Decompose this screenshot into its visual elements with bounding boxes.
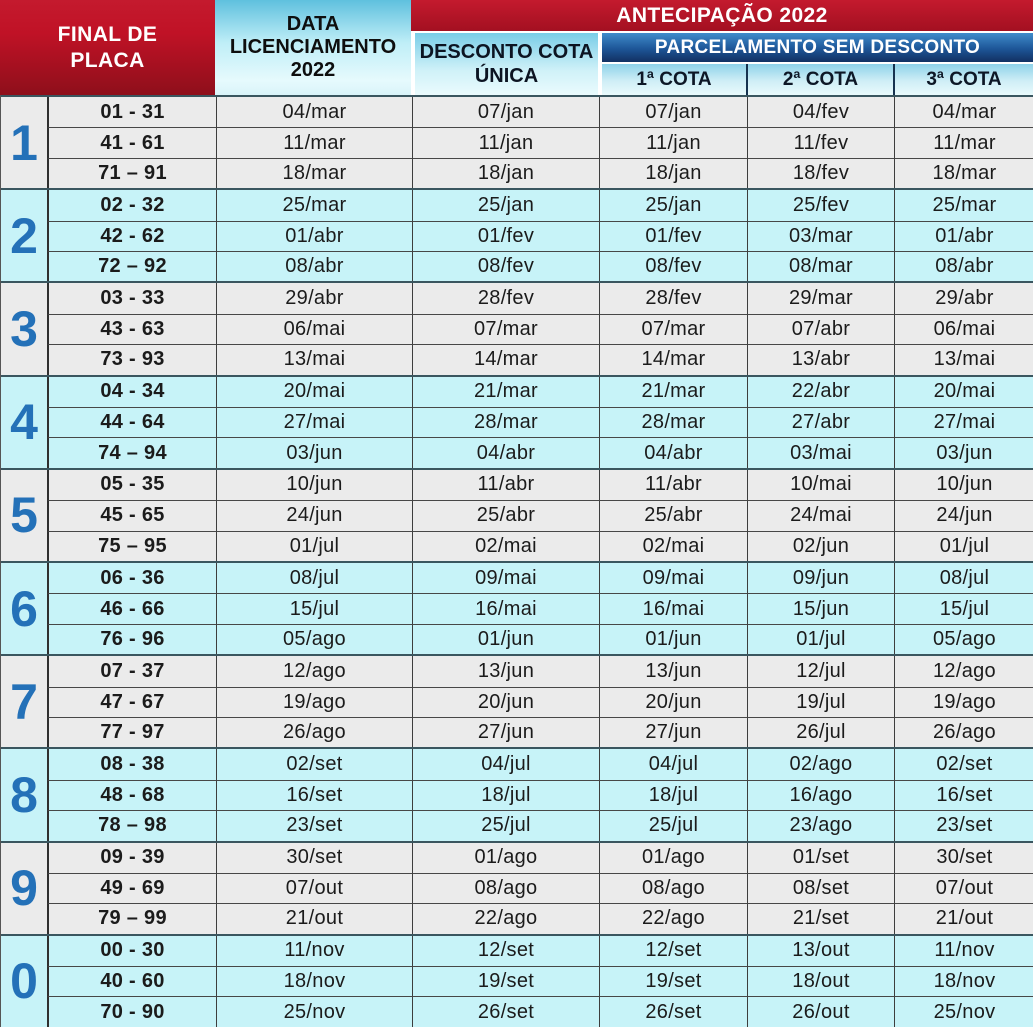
cota1-cell: 11/abr [599,470,747,500]
cota3-cell: 11/nov [894,936,1033,966]
plate-range-cell: 06 - 36 [47,563,216,593]
cota2-cell: 26/out [747,996,894,1026]
licenciamento-cell: 30/set [216,843,412,873]
cota2-cell: 21/set [747,903,894,933]
licenciamento-cell: 19/ago [216,687,412,717]
plate-range-cell: 76 - 96 [47,624,216,654]
cota3-cell: 10/jun [894,470,1033,500]
group-digit: 0 [10,953,38,1010]
group-digit: 2 [10,207,38,264]
group-digit: 3 [10,300,38,357]
cota2-cell: 09/jun [747,563,894,593]
plate-group-1 [1,95,1033,188]
cota-unica-cell: 11/jan [412,127,599,157]
cota2-cell: 13/out [747,936,894,966]
plate-group-5 [1,468,1033,561]
cota-unica-cell: 28/mar [412,407,599,437]
cota2-cell: 16/ago [747,780,894,810]
cota1-cell: 08/ago [599,873,747,903]
cota3-cell: 12/ago [894,656,1033,686]
cota2-cell: 29/mar [747,283,894,313]
cota-unica-cell: 20/jun [412,687,599,717]
cota-unica-cell: 13/jun [412,656,599,686]
cota1-cell: 02/mai [599,531,747,561]
plate-range-cell: 71 – 91 [47,158,216,188]
plate-range-cell: 42 - 62 [47,221,216,251]
header-data-licenciamento: DATA LICENCIAMENTO 2022 [215,0,411,95]
table-body [0,95,1033,1027]
cota1-cell: 01/jun [599,624,747,654]
plate-range-cell: 75 – 95 [47,531,216,561]
cota-unica-cell: 04/jul [412,749,599,779]
cota-unica-cell: 26/set [412,996,599,1026]
cota3-cell: 20/mai [894,377,1033,407]
cota2-cell: 02/jun [747,531,894,561]
plate-range-cell: 79 – 99 [47,903,216,933]
header-cota-1: 1ª COTA [602,64,746,95]
cota-unica-cell: 01/jun [412,624,599,654]
header-parcelamento-sem-desconto: PARCELAMENTO SEM DESCONTO [602,33,1033,62]
licenciamento-cell: 12/ago [216,656,412,686]
cota3-cell: 26/ago [894,717,1033,747]
cota3-cell: 23/set [894,810,1033,840]
cota3-cell: 05/ago [894,624,1033,654]
header-final-de-placa: FINAL DE PLACA [0,0,215,95]
header-cota-3: 3ª COTA [893,64,1033,95]
cota1-cell: 11/jan [599,127,747,157]
plate-range-cell: 72 – 92 [47,251,216,281]
cota1-cell: 04/jul [599,749,747,779]
plate-range-cell: 01 - 31 [47,97,216,127]
cota2-cell: 07/abr [747,314,894,344]
plate-group-2 [1,188,1033,281]
plate-range-cell: 02 - 32 [47,190,216,220]
cota1-cell: 18/jul [599,780,747,810]
cota3-cell: 27/mai [894,407,1033,437]
header-cota-2: 2ª COTA [746,64,893,95]
cota-unica-cell: 27/jun [412,717,599,747]
cota1-cell: 25/jan [599,190,747,220]
cota-unica-cell: 12/set [412,936,599,966]
cota3-cell: 25/mar [894,190,1033,220]
licenciamento-cell: 11/nov [216,936,412,966]
cota-unica-cell: 04/abr [412,437,599,467]
cota1-cell: 20/jun [599,687,747,717]
plate-range-cell: 73 - 93 [47,344,216,374]
cota3-cell: 08/abr [894,251,1033,281]
licenciamento-cell: 06/mai [216,314,412,344]
licenciamento-cell: 04/mar [216,97,412,127]
cota3-cell: 18/mar [894,158,1033,188]
licenciamento-cell: 23/set [216,810,412,840]
cota-unica-cell: 14/mar [412,344,599,374]
cota1-cell: 26/set [599,996,747,1026]
cota1-cell: 21/mar [599,377,747,407]
plate-range-cell: 08 - 38 [47,749,216,779]
cota2-cell: 04/fev [747,97,894,127]
cota-unica-cell: 01/fev [412,221,599,251]
group-digit: 5 [10,487,38,544]
header-cotas-row [602,64,1033,95]
plate-range-cell: 43 - 63 [47,314,216,344]
cota2-cell: 11/fev [747,127,894,157]
group-digit: 4 [10,394,38,451]
plate-group-6 [1,561,1033,654]
licenciamento-cell: 24/jun [216,500,412,530]
licenciamento-cell: 16/set [216,780,412,810]
cota2-cell: 03/mai [747,437,894,467]
plate-range-cell: 49 - 69 [47,873,216,903]
cota1-cell: 18/jan [599,158,747,188]
cota2-cell: 08/set [747,873,894,903]
cota1-cell: 01/ago [599,843,747,873]
cota3-cell: 03/jun [894,437,1033,467]
plate-range-cell: 09 - 39 [47,843,216,873]
cota2-cell: 23/ago [747,810,894,840]
cota1-cell: 07/mar [599,314,747,344]
cota3-cell: 30/set [894,843,1033,873]
cota2-cell: 08/mar [747,251,894,281]
cota1-cell: 08/fev [599,251,747,281]
cota2-cell: 26/jul [747,717,894,747]
licenciamento-cell: 26/ago [216,717,412,747]
group-digit: 7 [10,673,38,730]
licenciamento-cell: 11/mar [216,127,412,157]
plate-range-cell: 07 - 37 [47,656,216,686]
table-header [0,0,1033,95]
group-digit: 8 [10,766,38,823]
cota2-cell: 01/jul [747,624,894,654]
group-digit: 6 [10,580,38,637]
plate-range-cell: 48 - 68 [47,780,216,810]
licenciamento-cell: 13/mai [216,344,412,374]
licenciamento-cell: 07/out [216,873,412,903]
cota1-cell: 09/mai [599,563,747,593]
cota2-cell: 15/jun [747,593,894,623]
cota3-cell: 25/nov [894,996,1033,1026]
plate-group-7 [1,654,1033,747]
licenciamento-cell: 02/set [216,749,412,779]
cota-unica-cell: 11/abr [412,470,599,500]
cota1-cell: 13/jun [599,656,747,686]
cota2-cell: 19/jul [747,687,894,717]
plate-range-cell: 74 – 94 [47,437,216,467]
cota3-cell: 13/mai [894,344,1033,374]
cota2-cell: 18/fev [747,158,894,188]
cota2-cell: 10/mai [747,470,894,500]
plate-range-cell: 47 - 67 [47,687,216,717]
cota3-cell: 04/mar [894,97,1033,127]
cota-unica-cell: 07/mar [412,314,599,344]
cota2-cell: 02/ago [747,749,894,779]
cota-unica-cell: 21/mar [412,377,599,407]
cota-unica-cell: 28/fev [412,283,599,313]
cota3-cell: 19/ago [894,687,1033,717]
plate-group-4 [1,375,1033,468]
cota1-cell: 22/ago [599,903,747,933]
cota3-cell: 07/out [894,873,1033,903]
plate-range-cell: 04 - 34 [47,377,216,407]
licenciamento-cell: 10/jun [216,470,412,500]
cota1-cell: 07/jan [599,97,747,127]
plate-range-cell: 70 - 90 [47,996,216,1026]
cota3-cell: 21/out [894,903,1033,933]
cota-unica-cell: 02/mai [412,531,599,561]
cota-unica-cell: 25/jan [412,190,599,220]
licenciamento-cell: 20/mai [216,377,412,407]
cota-unica-cell: 18/jan [412,158,599,188]
cota1-cell: 28/fev [599,283,747,313]
cota3-cell: 08/jul [894,563,1033,593]
cota-unica-cell: 08/ago [412,873,599,903]
cota3-cell: 16/set [894,780,1033,810]
cota1-cell: 14/mar [599,344,747,374]
plate-group-9 [1,841,1033,934]
cota1-cell: 28/mar [599,407,747,437]
cota1-cell: 25/jul [599,810,747,840]
cota-unica-cell: 22/ago [412,903,599,933]
plate-range-cell: 45 - 65 [47,500,216,530]
cota2-cell: 24/mai [747,500,894,530]
licenciamento-cell: 08/jul [216,563,412,593]
licenciamento-cell: 18/mar [216,158,412,188]
licenciamento-cell: 01/jul [216,531,412,561]
cota2-cell: 18/out [747,966,894,996]
cota3-cell: 01/jul [894,531,1033,561]
licenciamento-cell: 05/ago [216,624,412,654]
cota1-cell: 01/fev [599,221,747,251]
cota1-cell: 04/abr [599,437,747,467]
plate-group-8 [1,747,1033,840]
cota-unica-cell: 25/abr [412,500,599,530]
licenciamento-cell: 25/mar [216,190,412,220]
licenciamento-cell: 15/jul [216,593,412,623]
licenciamento-cell: 27/mai [216,407,412,437]
licenciamento-cell: 29/abr [216,283,412,313]
cota3-cell: 15/jul [894,593,1033,623]
licenciamento-cell: 01/abr [216,221,412,251]
cota2-cell: 13/abr [747,344,894,374]
cota1-cell: 27/jun [599,717,747,747]
cota2-cell: 25/fev [747,190,894,220]
cota2-cell: 27/abr [747,407,894,437]
plate-group-3 [1,281,1033,374]
group-digit: 1 [10,114,38,171]
cota3-cell: 18/nov [894,966,1033,996]
plate-range-cell: 05 - 35 [47,470,216,500]
cota2-cell: 01/set [747,843,894,873]
licenciamento-cell: 18/nov [216,966,412,996]
cota3-cell: 24/jun [894,500,1033,530]
licenciamento-cell: 25/nov [216,996,412,1026]
plate-range-cell: 77 - 97 [47,717,216,747]
licenciamento-cell: 21/out [216,903,412,933]
plate-range-cell: 46 - 66 [47,593,216,623]
plate-range-cell: 40 - 60 [47,966,216,996]
plate-range-cell: 44 - 64 [47,407,216,437]
plate-range-cell: 78 – 98 [47,810,216,840]
cota1-cell: 16/mai [599,593,747,623]
cota3-cell: 06/mai [894,314,1033,344]
plate-group-0 [1,934,1033,1027]
cota-unica-cell: 07/jan [412,97,599,127]
cota3-cell: 01/abr [894,221,1033,251]
header-antecipacao: ANTECIPAÇÃO 2022 [411,0,1033,31]
cota1-cell: 12/set [599,936,747,966]
cota3-cell: 29/abr [894,283,1033,313]
plate-range-cell: 03 - 33 [47,283,216,313]
cota-unica-cell: 09/mai [412,563,599,593]
group-digit: 9 [10,860,38,917]
header-desconto-cota-unica: DESCONTO COTA ÚNICA [415,33,598,95]
cota-unica-cell: 01/ago [412,843,599,873]
cota-unica-cell: 16/mai [412,593,599,623]
cota-unica-cell: 08/fev [412,251,599,281]
cota-unica-cell: 25/jul [412,810,599,840]
cota3-cell: 11/mar [894,127,1033,157]
cota2-cell: 22/abr [747,377,894,407]
cota1-cell: 25/abr [599,500,747,530]
cota1-cell: 19/set [599,966,747,996]
plate-range-cell: 00 - 30 [47,936,216,966]
cota3-cell: 02/set [894,749,1033,779]
licenciamento-cell: 08/abr [216,251,412,281]
plate-range-cell: 41 - 61 [47,127,216,157]
cota-unica-cell: 18/jul [412,780,599,810]
cota2-cell: 03/mar [747,221,894,251]
cota2-cell: 12/jul [747,656,894,686]
cota-unica-cell: 19/set [412,966,599,996]
licenciamento-cell: 03/jun [216,437,412,467]
